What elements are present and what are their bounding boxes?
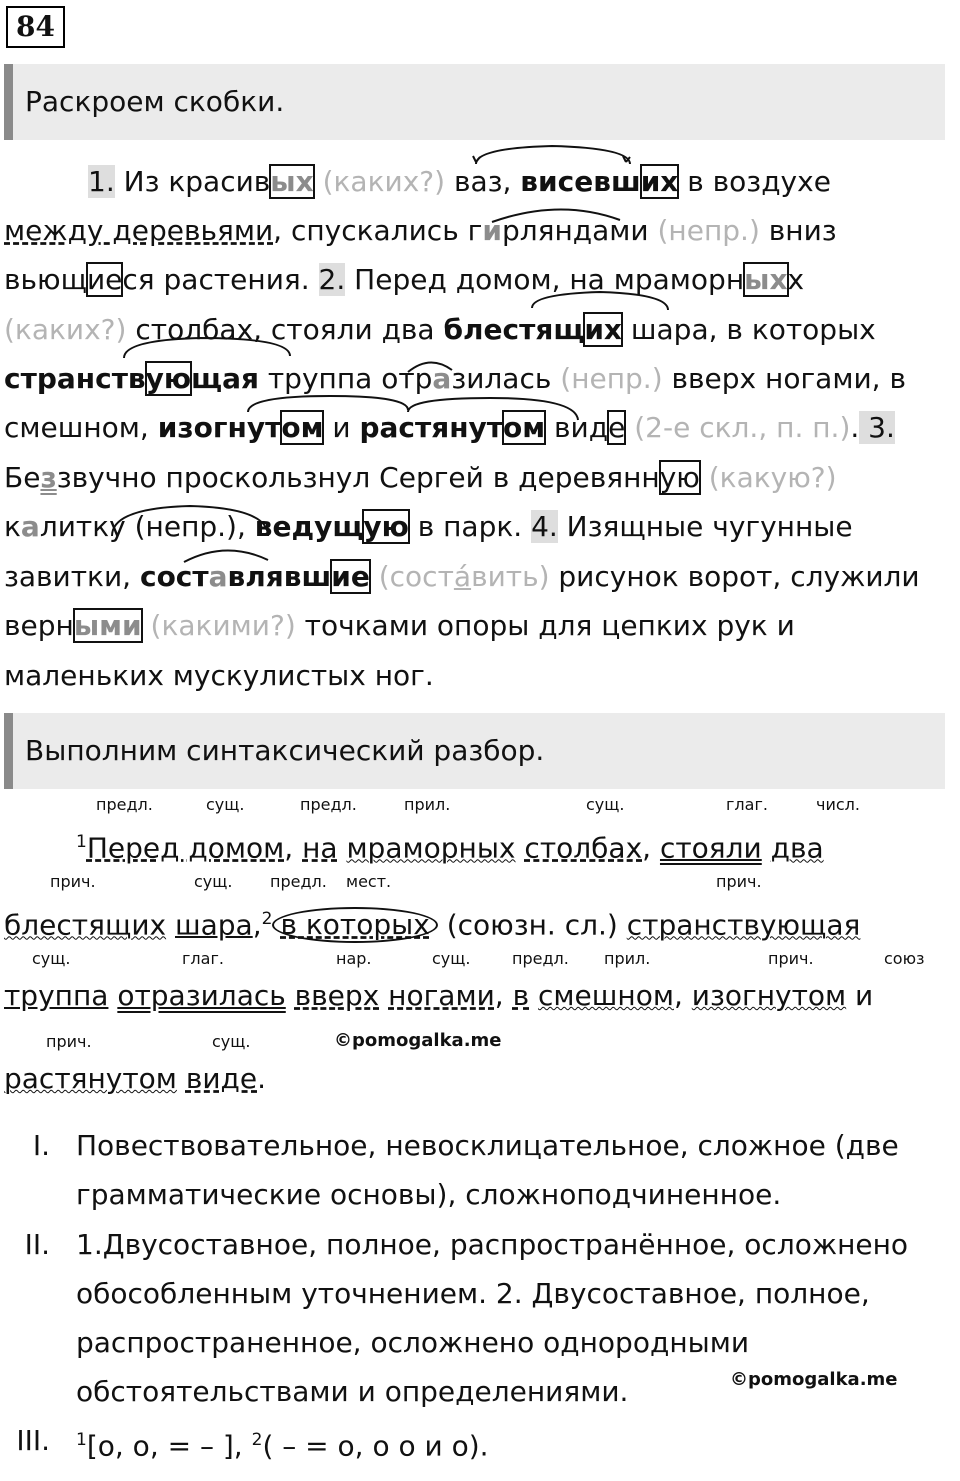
parse-line-1: $^1$Перед домом, на мраморных столбах, стояли два [76,831,824,865]
parse-line-2: блестящих шара,$^2$ в которых (союзн. сл.) странствующая [4,908,861,942]
pos-label: сущ. [206,795,245,814]
text-line-1: 1. Из красивых (каких?) ваз, висевших в воздухе [88,165,831,198]
pos-label: прич. [716,872,762,891]
pos-label: сущ. [32,949,71,968]
watermark: ©pomogalka.me [334,1030,502,1051]
union-word-oval: в которых [272,907,437,943]
pos-label: предл. [300,795,357,814]
parse-line-3: труппа отразилась вверх ногами, в смешном, изогнутом и [4,979,874,1012]
pos-label: союз [884,949,925,968]
pos-label: прич. [46,1032,92,1051]
text-line-9: завитки, составлявшие (соста́вить) рисунок ворот, служили [4,560,920,593]
pos-label: мест. [346,872,392,891]
roman-numeral: III. [16,1424,50,1457]
text-line-10: верными (какими?) точками опоры для цепких рук и [4,609,795,642]
pos-label: сущ. [194,872,233,891]
pos-label: глаг. [182,949,224,968]
section-title-parse: Выполним синтаксический разбор. [4,713,945,789]
text-line-5: странствующая труппа отразилась (непр.) вверх ногами, в [4,362,906,395]
pos-label: прич. [768,949,814,968]
pos-label: глаг. [726,795,768,814]
roman-numeral: I. [32,1129,50,1162]
parse-line-4: растянутом виде. [4,1062,267,1095]
pos-label: прил. [604,949,651,968]
pos-label: прич. [50,872,96,891]
pos-label: сущ. [586,795,625,814]
pos-label: предл. [512,949,569,968]
roman-numeral: II. [24,1228,50,1261]
text-line-6: смешном, изогнутом и растянутом виде (2-е скл., п. п.). 3. [4,411,895,444]
text-line-8: калитку (непр.), ведущую в парк. 4. Изящные чугунные [4,510,853,543]
text-line-2: между деревьями, спускались гирляндами (непр.) вниз [4,214,837,247]
pos-label: сущ. [432,949,471,968]
pos-label: сущ. [212,1032,251,1051]
pos-label: предл. [96,795,153,814]
task-number: 84 [6,6,65,48]
pos-label: нар. [336,949,372,968]
characteristic-3-scheme: $^1$[о, о, = – ], $^2$( – = о, о о и о). [76,1429,489,1463]
pos-label: прил. [404,795,451,814]
pos-label: числ. [816,795,860,814]
text-line-11: маленьких мускулистых ног. [4,659,434,692]
characteristic-2: 1.Двусоставное, полное, распространённое, осложнено обособленным уточнением. 2. Двусоставное, полное, распространенное, осложнено однородными обстоятельствами и определениями. [76,1228,909,1408]
text-line-7: Беззвучно проскользнул Сергей в деревянную (какую?) [4,461,837,494]
text-line-4: (каких?) столбах, стояли два блестящих шара, в которых [4,313,876,346]
pos-label: предл. [270,872,327,891]
section-title-brackets: Раскроем скобки. [4,64,945,140]
characteristic-1: Повествовательное, невосклицательное, сложное (две грамматические основы), сложноподчиненное. [76,1129,899,1211]
text-line-3: вьющиеся растения. 2. Перед домом, на мраморныхх [4,263,805,296]
watermark: ©pomogalka.me [730,1369,898,1390]
